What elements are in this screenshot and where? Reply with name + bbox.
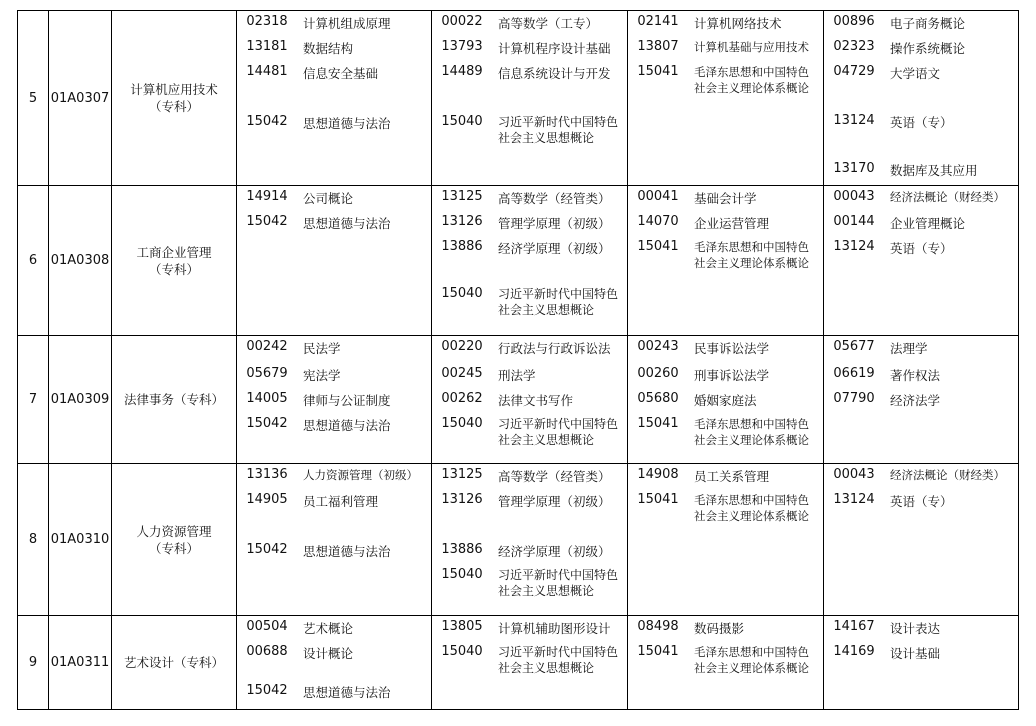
- course-entry: [628, 36, 823, 61]
- course-entry: [237, 186, 431, 211]
- major-name-line: 计算机应用技术: [130, 82, 218, 97]
- course-code: 13124: [833, 239, 875, 254]
- course-code: 00242: [246, 339, 288, 354]
- course-code: 15042: [246, 114, 288, 129]
- course-cell: [432, 186, 628, 336]
- course-name: 宪法学: [303, 368, 341, 383]
- course-name: 员工关系管理: [694, 469, 770, 484]
- course-cell: [237, 11, 432, 186]
- course-name: 员工福利管理: [303, 494, 379, 509]
- course-name: 习近平新时代中国特色社会主义思想概论: [498, 287, 619, 317]
- course-code: 05679: [246, 366, 288, 381]
- course-code: 13886: [441, 239, 483, 254]
- course-entry: [432, 283, 627, 323]
- course-entry: [237, 489, 431, 514]
- course-name: 设计基础: [890, 646, 941, 661]
- course-name: 行政法与行政诉讼法: [498, 341, 611, 356]
- course-cell: [432, 464, 628, 616]
- course-name: 信息安全基础: [303, 66, 379, 81]
- course-entry: [824, 616, 1018, 641]
- course-entry: [628, 489, 823, 529]
- course-cell: [237, 336, 432, 464]
- course-name: 英语（专）: [890, 115, 953, 130]
- course-code: 15042: [246, 416, 288, 431]
- course-entry: [432, 489, 627, 514]
- course-entry: [432, 186, 627, 211]
- major-name: [112, 464, 237, 616]
- course-name: 刑事诉讼法学: [694, 368, 770, 383]
- course-code: 13125: [441, 467, 483, 482]
- course-name: 公司概论: [303, 191, 354, 206]
- course-code: 14905: [246, 492, 288, 507]
- course-cell: [628, 464, 824, 616]
- table-row: [18, 186, 1019, 336]
- course-entry: [432, 111, 627, 151]
- course-code: 00504: [246, 619, 288, 634]
- course-name: 设计表达: [890, 621, 941, 636]
- course-name: 刑法学: [498, 368, 536, 383]
- course-name: 基础会计学: [694, 191, 757, 206]
- major-name: [112, 186, 237, 336]
- course-cell: [432, 11, 628, 186]
- row-number: 9: [18, 616, 49, 710]
- table-row: [18, 616, 1019, 710]
- course-code: 14914: [246, 189, 288, 204]
- course-code: 14489: [441, 64, 483, 79]
- course-code: 00041: [637, 189, 679, 204]
- table-row: [18, 464, 1019, 616]
- course-code: 13124: [833, 492, 875, 507]
- course-name: 计算机辅助图形设计: [498, 621, 611, 636]
- course-entry: [432, 539, 627, 564]
- course-code: 13136: [246, 467, 288, 482]
- major-code: 01A0311: [49, 616, 112, 710]
- major-name-line: 法律事务（专科）: [123, 392, 224, 407]
- course-code: 15041: [637, 492, 679, 507]
- course-code: 15040: [441, 644, 483, 659]
- course-name: 高等数学（工专）: [498, 16, 599, 31]
- course-cell: [237, 616, 432, 710]
- course-name: 企业运营管理: [694, 216, 770, 231]
- course-code: 00043: [833, 467, 875, 482]
- course-code: 13170: [833, 161, 875, 176]
- course-name: 民法学: [303, 341, 341, 356]
- course-name: 习近平新时代中国特色社会主义思想概论: [498, 568, 619, 598]
- exam-plan-table: [17, 10, 1019, 710]
- course-name: 计算机程序设计基础: [498, 41, 611, 56]
- course-code: 14005: [246, 391, 288, 406]
- course-name: 数据结构: [303, 41, 354, 56]
- course-cell: [237, 186, 432, 336]
- course-entry: [628, 186, 823, 211]
- course-entry: [628, 11, 823, 36]
- course-cell: [628, 186, 824, 336]
- course-entry: [237, 616, 431, 641]
- course-name: 经济法概论（财经类）: [890, 468, 1005, 482]
- course-code: 13126: [441, 492, 483, 507]
- course-entry: [824, 61, 1018, 86]
- course-code: 05680: [637, 391, 679, 406]
- course-entry: [628, 61, 823, 101]
- course-code: 15041: [637, 239, 679, 254]
- course-name: 思想道德与法治: [303, 216, 391, 231]
- course-code: 00896: [833, 14, 875, 29]
- course-entry: [432, 336, 627, 361]
- course-entry: [237, 464, 431, 489]
- course-name: 毛泽东思想和中国特色社会主义理论体系概论: [694, 417, 809, 447]
- course-code: 04729: [833, 64, 875, 79]
- course-entry: [237, 336, 431, 361]
- row-number: 5: [18, 11, 49, 186]
- course-code: 00688: [246, 644, 288, 659]
- course-cell: [432, 616, 628, 710]
- major-code: 01A0310: [49, 464, 112, 616]
- course-name: 经济法概论（财经类）: [890, 190, 1005, 204]
- course-entry: [237, 388, 431, 413]
- course-name: 思想道德与法治: [303, 116, 391, 131]
- course-name: 计算机组成原理: [303, 16, 391, 31]
- course-name: 习近平新时代中国特色社会主义思想概论: [498, 115, 619, 145]
- course-entry: [432, 464, 627, 489]
- course-name: 信息系统设计与开发: [498, 66, 611, 81]
- course-entry: [237, 641, 431, 666]
- course-code: 06619: [833, 366, 875, 381]
- course-code: 14169: [833, 644, 875, 659]
- course-code: 14167: [833, 619, 875, 634]
- course-entry: [432, 211, 627, 236]
- course-name: 英语（专）: [890, 494, 953, 509]
- course-name: 思想道德与法治: [303, 685, 391, 700]
- course-name: 设计概论: [303, 646, 354, 661]
- course-entry: [824, 641, 1018, 666]
- course-code: 15042: [246, 683, 288, 698]
- course-code: 00022: [441, 14, 483, 29]
- course-name: 管理学原理（初级）: [498, 494, 611, 509]
- course-entry: [432, 388, 627, 413]
- course-code: 13181: [246, 39, 288, 54]
- row-number: 8: [18, 464, 49, 616]
- course-code: 13125: [441, 189, 483, 204]
- course-name: 习近平新时代中国特色社会主义思想概论: [498, 645, 619, 675]
- course-cell: [824, 186, 1019, 336]
- course-code: 13807: [637, 39, 679, 54]
- course-code: 14908: [637, 467, 679, 482]
- course-cell: [237, 464, 432, 616]
- course-cell: [432, 336, 628, 464]
- major-code: 01A0309: [49, 336, 112, 464]
- course-entry: [824, 388, 1018, 413]
- course-entry: [432, 616, 627, 641]
- course-code: 00262: [441, 391, 483, 406]
- course-code: 13793: [441, 39, 483, 54]
- table-row: [18, 336, 1019, 464]
- table-row: [18, 11, 1019, 186]
- course-code: 15040: [441, 567, 483, 582]
- major-code: 01A0307: [49, 11, 112, 186]
- major-name-line: 人力资源管理: [136, 523, 212, 539]
- course-code: 00220: [441, 339, 483, 354]
- course-entry: [432, 61, 627, 86]
- course-code: 15040: [441, 114, 483, 129]
- course-name: 法理学: [890, 341, 928, 356]
- course-name: 著作权法: [890, 368, 941, 383]
- course-entry: [824, 236, 1018, 261]
- course-code: 13126: [441, 214, 483, 229]
- course-name: 艺术概论: [303, 621, 354, 636]
- course-entry: [432, 413, 627, 449]
- course-cell: [824, 11, 1019, 186]
- course-cell: [628, 11, 824, 186]
- course-code: 08498: [637, 619, 679, 634]
- course-code: 05677: [833, 339, 875, 354]
- course-code: 15042: [246, 214, 288, 229]
- course-entry: [432, 36, 627, 61]
- major-code: 01A0308: [49, 186, 112, 336]
- course-entry: [628, 388, 823, 413]
- course-entry: [824, 363, 1018, 388]
- course-name: 思想道德与法治: [303, 418, 391, 433]
- course-code: 02141: [637, 14, 679, 29]
- course-code: 15041: [637, 416, 679, 431]
- course-name: 电子商务概论: [890, 16, 966, 31]
- course-name: 人力资源管理（初级）: [303, 468, 418, 482]
- course-name: 法律文书写作: [498, 393, 574, 408]
- course-name: 英语（专）: [890, 241, 953, 256]
- major-name-line: 艺术设计（专科）: [123, 655, 224, 670]
- course-code: 15041: [637, 64, 679, 79]
- course-entry: [432, 641, 627, 681]
- major-name-line: 工商企业管理: [136, 244, 212, 260]
- course-entry: [628, 616, 823, 641]
- course-name: 数码摄影: [694, 621, 745, 636]
- course-name: 思想道德与法治: [303, 544, 391, 559]
- course-cell: [628, 336, 824, 464]
- course-cell: [628, 616, 824, 710]
- course-code: 15042: [246, 542, 288, 557]
- course-code: 00260: [637, 366, 679, 381]
- course-name: 经济学原理（初级）: [498, 544, 611, 559]
- course-name: 民事诉讼法学: [694, 341, 770, 356]
- course-code: 07790: [833, 391, 875, 406]
- course-code: 14481: [246, 64, 288, 79]
- course-entry: [824, 464, 1018, 489]
- course-entry: [628, 363, 823, 388]
- exam-plan-table-sheet: [17, 10, 1018, 710]
- course-name: 毛泽东思想和中国特色社会主义理论体系概论: [694, 493, 809, 523]
- major-name-line: （专科）: [148, 99, 199, 114]
- course-code: 14070: [637, 214, 679, 229]
- course-name: 毛泽东思想和中国特色社会主义理论体系概论: [694, 65, 809, 95]
- course-entry: [432, 11, 627, 36]
- course-entry: [237, 111, 431, 136]
- course-code: 00144: [833, 214, 875, 229]
- course-code: 13124: [833, 113, 875, 128]
- course-entry: [432, 564, 627, 604]
- major-name: [112, 11, 237, 186]
- row-number: 6: [18, 186, 49, 336]
- course-entry: [237, 539, 431, 564]
- course-cell: [824, 336, 1019, 464]
- course-code: 00243: [637, 339, 679, 354]
- course-name: 毛泽东思想和中国特色社会主义理论体系概论: [694, 240, 809, 270]
- course-entry: [824, 158, 1018, 183]
- course-cell: [824, 616, 1019, 710]
- course-name: 婚姻家庭法: [694, 393, 757, 408]
- course-code: 13886: [441, 542, 483, 557]
- course-entry: [237, 61, 431, 86]
- course-code: 02323: [833, 39, 875, 54]
- row-number: 7: [18, 336, 49, 464]
- course-code: 00245: [441, 366, 483, 381]
- major-name: [112, 336, 237, 464]
- course-entry: [628, 464, 823, 489]
- course-name: 管理学原理（初级）: [498, 216, 611, 231]
- course-entry: [237, 211, 431, 236]
- course-entry: [824, 36, 1018, 61]
- course-name: 经济学原理（初级）: [498, 241, 611, 256]
- course-code: 15040: [441, 416, 483, 431]
- major-name-line: （专科）: [148, 540, 199, 556]
- course-name: 毛泽东思想和中国特色社会主义理论体系概论: [694, 645, 809, 675]
- course-name: 操作系统概论: [890, 41, 966, 56]
- major-name-line: （专科）: [148, 261, 199, 277]
- course-entry: [628, 211, 823, 236]
- course-entry: [824, 489, 1018, 514]
- course-name: 计算机网络技术: [694, 16, 782, 31]
- course-entry: [432, 363, 627, 388]
- course-name: 企业管理概论: [890, 216, 966, 231]
- course-entry: [628, 236, 823, 276]
- course-name: 习近平新时代中国特色社会主义思想概论: [498, 417, 619, 447]
- course-name: 经济法学: [890, 393, 941, 408]
- course-entry: [432, 236, 627, 261]
- course-entry: [824, 211, 1018, 236]
- course-name: 计算机基础与应用技术: [694, 40, 809, 54]
- course-entry: [237, 363, 431, 388]
- course-name: 高等数学（经管类）: [498, 469, 611, 484]
- major-name: [112, 616, 237, 710]
- course-code: 02318: [246, 14, 288, 29]
- course-entry: [237, 680, 431, 705]
- course-entry: [237, 413, 431, 438]
- course-code: 13805: [441, 619, 483, 634]
- course-code: 00043: [833, 189, 875, 204]
- course-name: 高等数学（经管类）: [498, 191, 611, 206]
- course-name: 律师与公证制度: [303, 393, 391, 408]
- course-name: 数据库及其应用: [890, 163, 978, 178]
- course-cell: [824, 464, 1019, 616]
- course-entry: [628, 641, 823, 681]
- course-entry: [628, 336, 823, 361]
- course-entry: [824, 336, 1018, 361]
- course-entry: [824, 110, 1018, 135]
- course-code: 15041: [637, 644, 679, 659]
- course-code: 15040: [441, 286, 483, 301]
- course-entry: [824, 186, 1018, 211]
- course-entry: [824, 11, 1018, 36]
- course-entry: [237, 36, 431, 61]
- course-entry: [237, 11, 431, 36]
- course-name: 大学语文: [890, 66, 941, 81]
- course-entry: [628, 413, 823, 449]
